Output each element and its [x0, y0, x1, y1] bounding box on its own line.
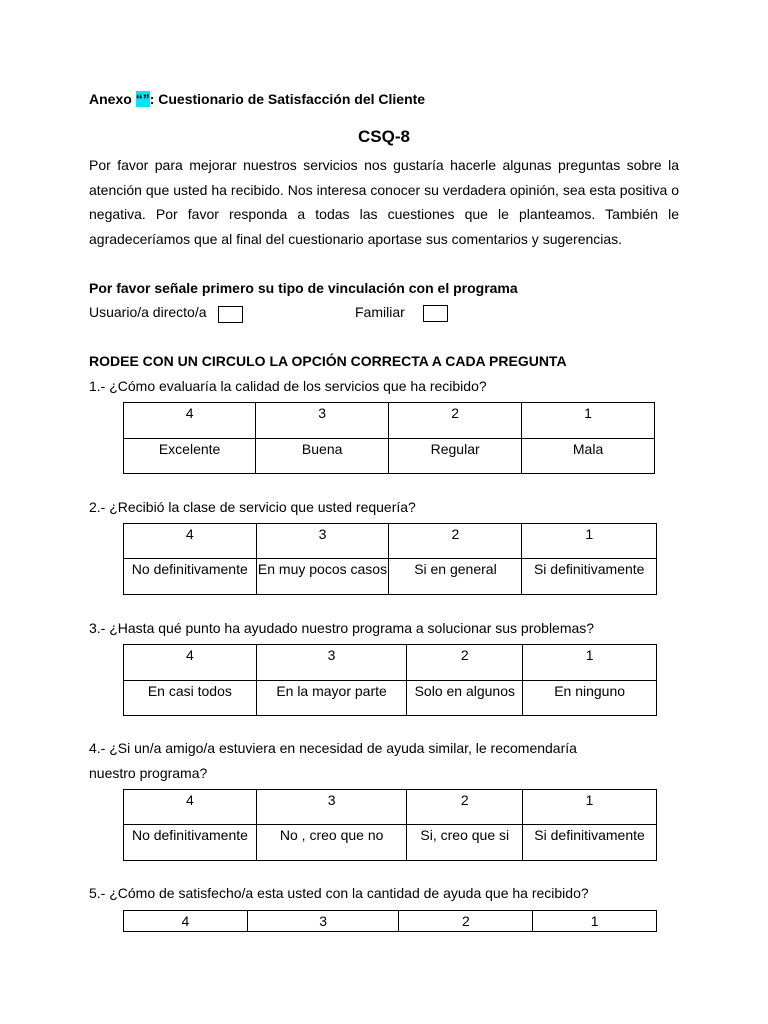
question-3-text: 3.- ¿Hasta qué punto ha ayudado nuestro programa a solucionar sus problemas?	[89, 620, 595, 636]
option-usuario-checkbox[interactable]	[218, 306, 243, 323]
answer-cell[interactable]: Regular	[389, 439, 522, 474]
question-5-table	[123, 910, 657, 932]
score-cell[interactable]: 3	[256, 524, 389, 559]
question-4-table	[123, 789, 657, 861]
document-title: CSQ-8	[358, 127, 410, 146]
score-cell[interactable]: 2	[389, 403, 522, 439]
instruction-heading: RODEE CON UN CIRCULO LA OPCIÓN CORRECTA A CADA PREGUNTA	[89, 353, 567, 369]
answer-cell[interactable]: Solo en algunos	[407, 681, 523, 716]
answer-cell[interactable]: Si definitivamente	[522, 559, 657, 595]
score-cell[interactable]: 4	[124, 645, 257, 681]
answer-cell[interactable]: En muy pocos casos	[256, 559, 389, 595]
answer-cell[interactable]: En ninguno	[523, 681, 657, 716]
score-cell[interactable]: 3	[256, 403, 389, 439]
answer-cell[interactable]: No , creo que no	[256, 825, 407, 861]
score-cell[interactable]: 1	[533, 911, 657, 932]
question-1-table	[123, 402, 655, 474]
question-1-text: 1.- ¿Cómo evaluaría la calidad de los servicios que ha recibido?	[89, 378, 487, 394]
intro-paragraph: Por favor para mejorar nuestros servicios nos gustaría hacerle algunas preguntas sobre la atención que usted ha recibido. Nos interesa conocer su verdadera opinión, sea esta positiva o negativa. Por favor responda a todas las cuestiones que le planteamos. También le agradeceríamos que al final del cuestionario aportase sus comentarios y sugerencias.	[89, 157, 679, 247]
answer-cell[interactable]: En la mayor parte	[256, 681, 407, 716]
score-cell[interactable]: 4	[124, 790, 257, 825]
score-cell[interactable]: 3	[256, 645, 407, 681]
score-cell[interactable]: 4	[124, 911, 248, 932]
answer-cell[interactable]: Excelente	[124, 439, 256, 474]
question-5-text: 5.- ¿Cómo de satisfecho/a esta usted con la cantidad de ayuda que ha recibido?	[89, 885, 589, 901]
score-cell[interactable]: 2	[399, 911, 533, 932]
score-cell[interactable]: 2	[407, 790, 523, 825]
question-2-table	[123, 523, 657, 595]
score-cell[interactable]: 1	[523, 790, 657, 825]
score-cell[interactable]: 4	[124, 524, 257, 559]
score-cell[interactable]: 2	[407, 645, 523, 681]
answer-cell[interactable]: Si en general	[389, 559, 522, 595]
answer-cell[interactable]: No definitivamente	[124, 825, 257, 861]
vinculacion-heading: Por favor señale primero su tipo de vinculación con el programa	[89, 280, 518, 296]
question-2-text: 2.- ¿Recibió la clase de servicio que usted requería?	[89, 499, 416, 515]
annex-heading	[89, 91, 425, 107]
question-4-text-line2: nuestro programa?	[89, 765, 208, 781]
score-cell[interactable]: 2	[389, 524, 522, 559]
score-cell[interactable]: 1	[522, 403, 655, 439]
annex-title: : Cuestionario de Satisfacción del Cliente	[149, 91, 426, 107]
option-familiar-checkbox[interactable]	[423, 305, 448, 322]
score-cell[interactable]: 1	[523, 645, 657, 681]
score-cell[interactable]: 3	[256, 790, 407, 825]
answer-cell[interactable]: En casi todos	[124, 681, 257, 716]
annex-prefix: Anexo	[89, 91, 136, 107]
score-cell[interactable]: 4	[124, 403, 256, 439]
question-3-table	[123, 644, 657, 716]
option-familiar-label: Familiar	[355, 304, 405, 320]
score-cell[interactable]: 3	[247, 911, 399, 932]
answer-cell[interactable]: Mala	[522, 439, 655, 474]
answer-cell[interactable]: Si definitivamente	[523, 825, 657, 861]
answer-cell[interactable]: No definitivamente	[124, 559, 257, 595]
answer-cell[interactable]: Buena	[256, 439, 389, 474]
annex-number-highlight: “”	[135, 91, 150, 107]
score-cell[interactable]: 1	[522, 524, 657, 559]
question-4-text-line1: 4.- ¿Si un/a amigo/a estuviera en necesidad de ayuda similar, le recomendaría	[89, 740, 577, 756]
answer-cell[interactable]: Si, creo que si	[407, 825, 523, 861]
option-usuario-label: Usuario/a directo/a	[89, 304, 207, 320]
